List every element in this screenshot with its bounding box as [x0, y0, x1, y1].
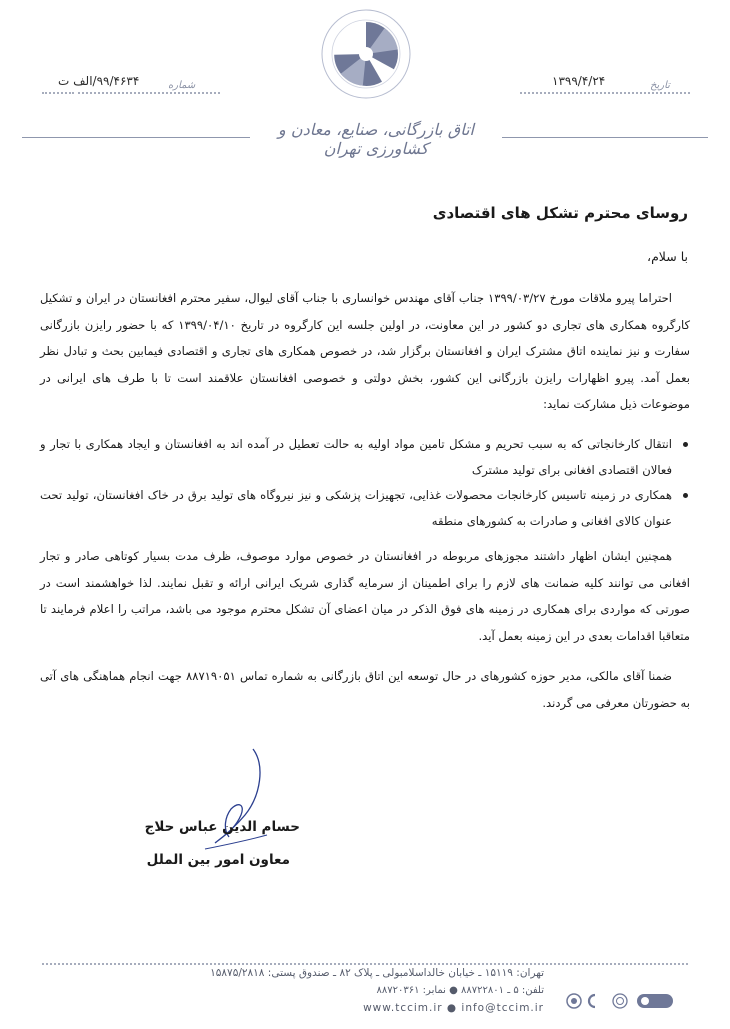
paragraph-3: ضمنا آقای مالکی، مدیر حوزه کشورهای در حال توسعه این اتاق بازرگانی به شماره تماس ۸۸۷۱۹۰۵۱ جهت انجام هماهنگی های آتی به حضورتان معرفی می گردند. — [40, 669, 690, 710]
bullet-dot-icon — [683, 493, 688, 498]
letter-number-label: شماره — [168, 80, 196, 91]
date-underline — [520, 92, 690, 94]
paragraph-1: احتراما پیرو ملاقات مورخ ۱۳۹۹/۰۳/۲۷ جناب آقای مهندس خوانساری با جناب آقای لیوال، سفیر محترم افغانستان در ایران و تشکیل کارگروه همکاری های تجاری دو کشور در این معاونت، در اولین جلسه این کارگروه در تاریخ ۱۳۹۹/۰۴/۱۰ که با حضور رایزن بازرگانی سفارت و نیز نماینده اتاق مشترک ایران و افغانستان برگزار شد، در خصوص همکاری های تجاری و اقتصادی فیمابین بحث و تبادل نظر بعمل آمد. پیرو اظهارات رایزن بازرگانی این کشور، بخش دولتی و خصوصی افغانستان علاقمند است تا با طرف های ایرانی در موضوعات ذیل مشارکت نماید: — [40, 291, 690, 411]
letter-number: ۹۹/۴۶۳۴/الف ت — [58, 74, 140, 88]
bullet-dot-icon — [683, 442, 688, 447]
paragraph-2: همچنین ایشان اظهار داشتند مجوزهای مربوطه در افغانستان در خصوص موارد موصوف، ظرف مدت بسیار کوتاهی صادر و تجار افغانی می توانند کلیه ضمانت های لازم را برای اطمینان از سرمایه گذاری شریک ایرانی ارائه و تقبل نمایند. لذا خواهشمند است در صورتی که مواردی برای همکاری در زمینه های فوق الذکر در میان اعضای آن تشکل محترم موجود می باشد، مراتب را اعلام فرمایند تا متعاقبا اقدامات بعدی در این زمینه بعمل آید. — [40, 549, 690, 643]
signer-name: حسام الدین عباس حلاج — [144, 819, 300, 835]
signer-title: معاون امور بین الملل — [146, 852, 290, 868]
number-underline — [78, 92, 220, 94]
bullet-text: همکاری در زمینه تاسیس کارخانجات محصولات غذایی، تجهیزات پزشکی و نیز نیروگاه های تولید برق در خاک افغانستان، تولید تحت عنوان کالای افغانی و صادرات به کشورهای منطقه — [40, 488, 672, 528]
chamber-logo-icon — [320, 8, 412, 100]
bullet-item-1 — [40, 432, 688, 483]
bullet-list — [40, 432, 688, 534]
footer-address: تهران: ۱۵۱۱۹ ـ خیابان خالداسلامبولی ـ پلاک ۸۲ ـ صندوق پستی: ۱۵۸۷۵/۲۸۱۸ — [210, 967, 544, 979]
recipient: روسای محترم تشکل های اقتصادی — [432, 204, 688, 222]
bullet-text: انتقال کارخانجاتی که به سبب تحریم و مشکل تامین مواد اولیه به حالت تعطیل در آمده اند به افغانستان و ایجاد همکاری با تجار و فعالان اقتصادی افغانی برای تولید مشترک — [40, 437, 672, 477]
bullet-item-2 — [40, 483, 688, 534]
organization-name: اتاق بازرگانی، صنایع، معادن و کشاورزی تهران — [250, 120, 502, 158]
footer-separator — [42, 963, 688, 965]
letter-date: ۱۳۹۹/۴/۲۴ — [552, 74, 606, 88]
handwritten-signature-icon — [195, 745, 275, 855]
footer-phone: تلفن: ۵ ـ ۸۸۷۲۲۸۰۱ ● نمابر: ۸۸۷۲۰۳۶۱ — [376, 985, 544, 996]
certification-logos-icon — [565, 992, 685, 1010]
number-dotted-line — [42, 92, 74, 94]
greeting: با سلام، — [647, 249, 688, 264]
footer-web: www.tccim.ir ● info@tccim.ir — [363, 1002, 544, 1014]
letter-date-label: تاریخ — [650, 80, 670, 91]
